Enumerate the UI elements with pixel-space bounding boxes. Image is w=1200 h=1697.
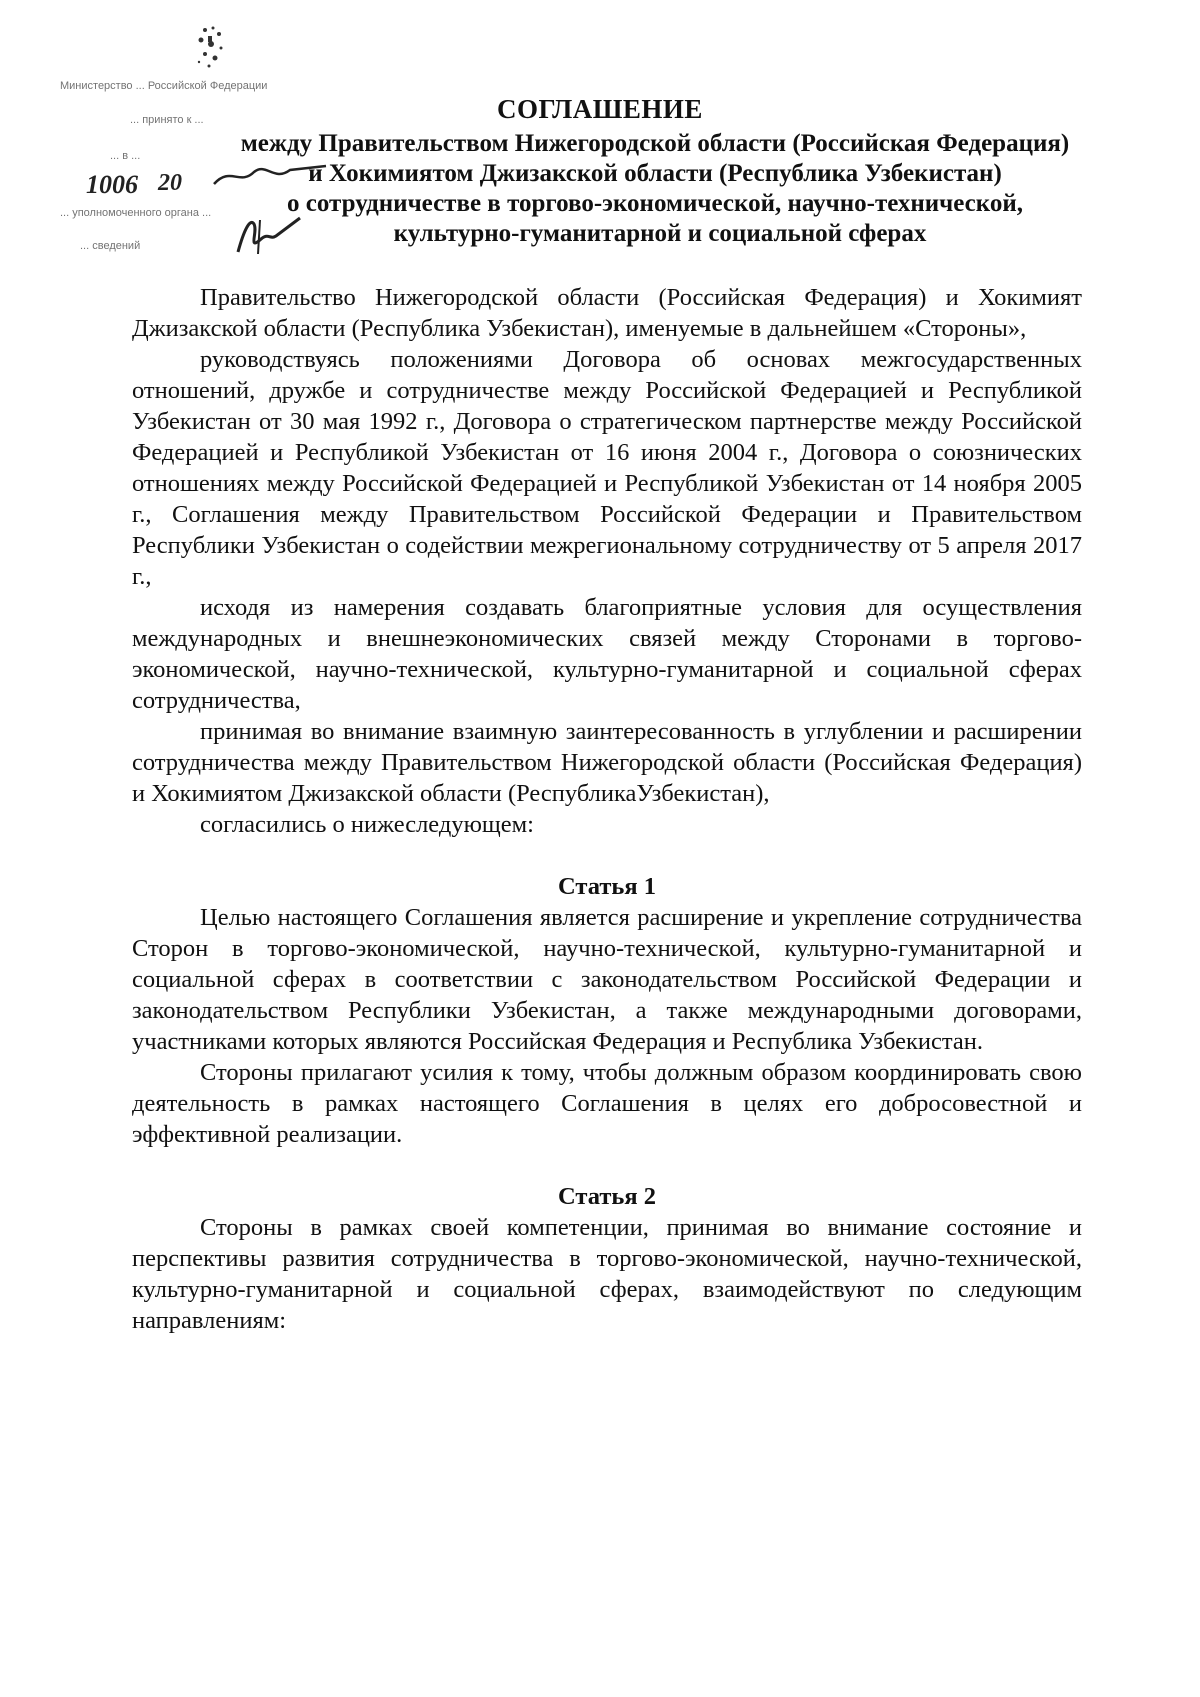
document-title: СОГЛАШЕНИЕ [497, 94, 703, 124]
stamp-line-2: ... принято к ... [130, 114, 204, 126]
stamp-line-4: ... уполномоченного органа ... [60, 207, 212, 219]
preamble-paragraph: принимая во внимание взаимную заинтересованность в углублении и расширении сотрудничества между Правительством Нижегородской области (Российская Федерация) и Хокимиятом Джизакской области (РеспубликаУзбекистан), [132, 718, 1082, 807]
article-heading: Статья 2 [558, 1183, 656, 1210]
subtitle-line: о сотрудничестве в торгово-экономической, научно-технической, [287, 190, 1023, 217]
stamp-line-1: Министерство ... Российской Федерации [60, 80, 268, 92]
handwritten-date: 20 [158, 170, 182, 196]
preamble-paragraph: исходя из намерения создавать благоприятные условия для осуществления международных и внешнеэкономических связей между Сторонами в торгово-экономической, научно-технической, культурно-гуманитарной и социальной сферах сотрудничества, [132, 594, 1082, 714]
article-paragraph: Стороны прилагают усилия к тому, чтобы должным образом координировать свою деятельность в рамках настоящего Соглашения в целях его добросовестной и эффективной реализации. [132, 1059, 1082, 1148]
article-paragraph: Целью настоящего Соглашения является расширение и укрепление сотрудничества Сторон в торгово-экономической, научно-технической, культурно-гуманитарной и социальной сферах в соответствии с законодательством Российской Федерации и законодательством Республики Узбекистан, а также международными договорами, участниками которых являются Российская Федерация и Республика Узбекистан. [132, 904, 1082, 1055]
preamble-paragraph: согласились о нижеследующем: [200, 811, 534, 838]
document-body [132, 282, 1082, 1336]
article-paragraph: Стороны в рамках своей компетенции, принимая во внимание состояние и перспективы развития сотрудничества в торгово-экономической, научно-технической, культурно-гуманитарной и социальной сферах, взаимодействуют по следующим направлениям: [132, 1214, 1082, 1334]
subtitle-line: и Хокимиятом Джизакской области (Республика Узбекистан) [308, 160, 1002, 187]
preamble-paragraph: Правительство Нижегородской области (Российская Федерация) и Хокимият Джизакской области (Республика Узбекистан), именуемые в дальнейшем «Стороны», [132, 284, 1082, 342]
stamp-line-5: ... сведений [80, 240, 141, 252]
subtitle-line: между Правительством Нижегородской области (Российская Федерация) [240, 130, 1070, 157]
preamble-paragraph: руководствуясь положениями Договора об основах межгосударственных отношений, дружбе и сотрудничестве между Российской Федерацией и Республикой Узбекистан от 30 мая 1992 г., Договора о стратегическом партнерстве между Российской Федерацией и Республикой Узбекистан от 16 июня 2004 г., Договора о союзнических отношениях между Российской Федерацией и Республикой Узбекистан от 14 ноября 2005 г., Соглашения между Правительством Российской Федерации и Правительством Республики Узбекистан о содействии межрегиональному сотрудничеству от 5 апреля 2017 г., [132, 346, 1082, 590]
article-heading: Статья 1 [558, 873, 656, 900]
emblem-icon [175, 18, 245, 78]
subtitle-line: культурно-гуманитарной и социальной сферах [393, 220, 927, 247]
stamp-line-3: ... в ... [110, 150, 141, 162]
handwritten-number: 1006 [86, 170, 138, 199]
